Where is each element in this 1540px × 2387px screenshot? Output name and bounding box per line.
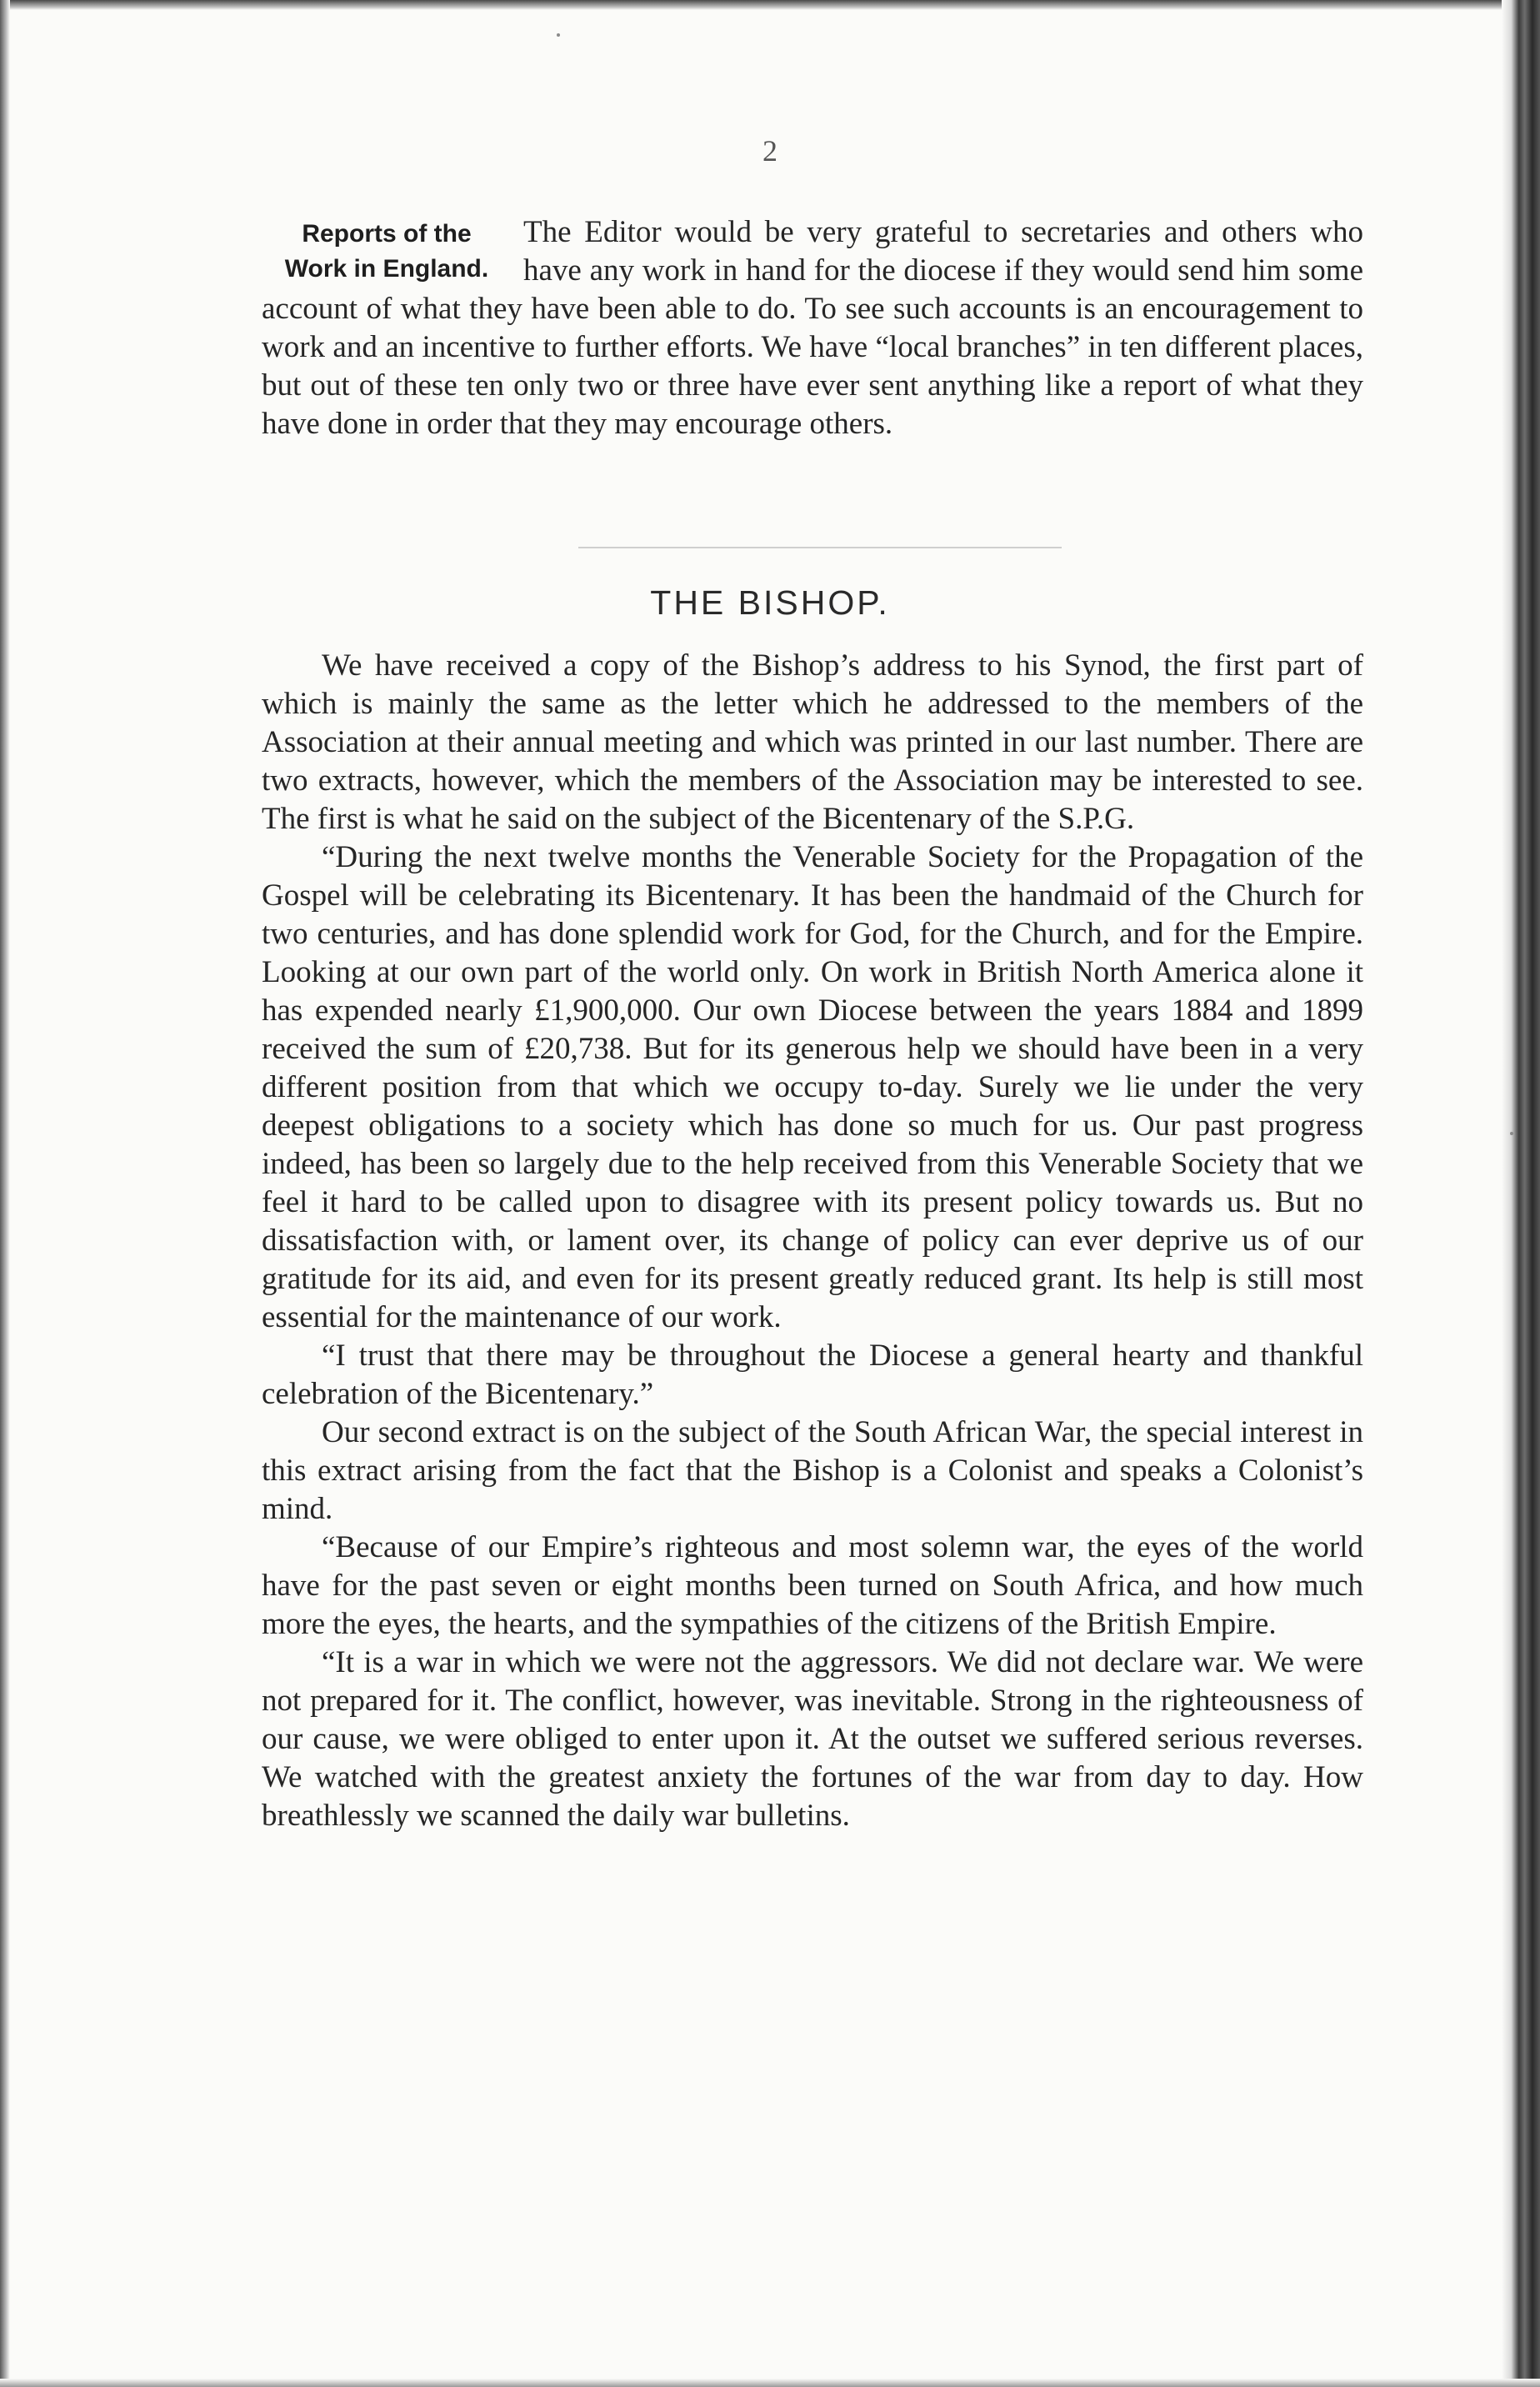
bishop-section: [262, 647, 1363, 1835]
bishop-paragraph: “Because of our Empire’s righteous and most solemn war, the eyes of the world have for the past seven or eight months been turned on South Africa, and how much more the eyes, the hearts, and the sympathies of the citizens of the British Empire.: [262, 1530, 1363, 1641]
scan-border-right: [1502, 0, 1540, 2387]
sidenote-line: Reports of the: [302, 220, 472, 248]
scan-speck: [1510, 1132, 1513, 1135]
scan-border-bottom: [0, 2379, 1540, 2387]
bishop-paragraph: “I trust that there may be throughout the Diocese a general hearty and thankful celebration of the Bicentenary.”: [262, 1339, 1363, 1411]
scan-border-left: [0, 0, 10, 2387]
reports-section: [262, 213, 1363, 443]
bishop-paragraph: “During the next twelve months the Venerable Society for the Propagation of the Gospel will be celebrating its Bicentenary. It has been the handmaid of the Church for two centuries, and has done splendid work for God, for the Church, and for the Empire. Looking at our own part of the world only. On work in British North America alone it has expended nearly £1,900,000. Our own Diocese between the years 1884 and 1899 received the sum of £20,738. But for its generous help we should have been in a very different position from that which we occupy to-day. Surely we lie under the very deepest obligations to a society which has done so much for us. Our past progress indeed, has been so largely due to the help received from this Venerable Society that we feel it hard to be called upon to disagree with its present policy towards us. But no dissatisfaction with, or lament over, its change of policy can ever deprive us of our gratitude for its aid, and even for its present greatly reduced grant. Its help is still most essential for the maintenance of our work.: [262, 840, 1363, 1334]
scan-speck: [557, 33, 560, 37]
page-number: 2: [762, 134, 778, 168]
section-divider: [578, 547, 1062, 548]
bishop-paragraph: “It is a war in which we were not the aggressors. We did not declare war. We were not prepared for it. The conflict, however, was inevitable. Strong in the righteousness of our cause, we were obliged to enter upon it. At the outset we suffered serious reverses. We watched with the greatest anxiety the fortunes of the war from day to day. How breathlessly we scanned the daily war bulletins.: [262, 1645, 1363, 1833]
sidenote-line: Work in England.: [284, 255, 489, 283]
bishop-paragraph: Our second extract is on the subject of the South African War, the special interest in this extract arising from the fact that the Bishop is a Colonist and speaks a Colonist’s mind.: [262, 1415, 1363, 1526]
scan-border-top: [0, 0, 1540, 10]
reports-paragraph: The Editor would be very grateful to secretaries and others who have any work in hand for the diocese if they would send him some account of what they have been able to do. To see such accounts is an encouragement to work and an incentive to further efforts. We have “local branches” in ten different places, but out of these ten only two or three have ever sent anything like a report of what they have done in order that they may encourage others.: [262, 215, 1363, 441]
bishop-paragraph: We have received a copy of the Bishop’s address to his Synod, the first part of which is mainly the same as the letter which he addressed to the members of the Association at their annual meeting and which was printed in our last number. There are two extracts, however, which the members of the Association may be interested to see. The first is what he said on the subject of the Bicentenary of the S.P.G.: [262, 648, 1363, 836]
section-heading: THE BISHOP.: [650, 583, 890, 622]
reports-sidenote: [262, 217, 512, 287]
